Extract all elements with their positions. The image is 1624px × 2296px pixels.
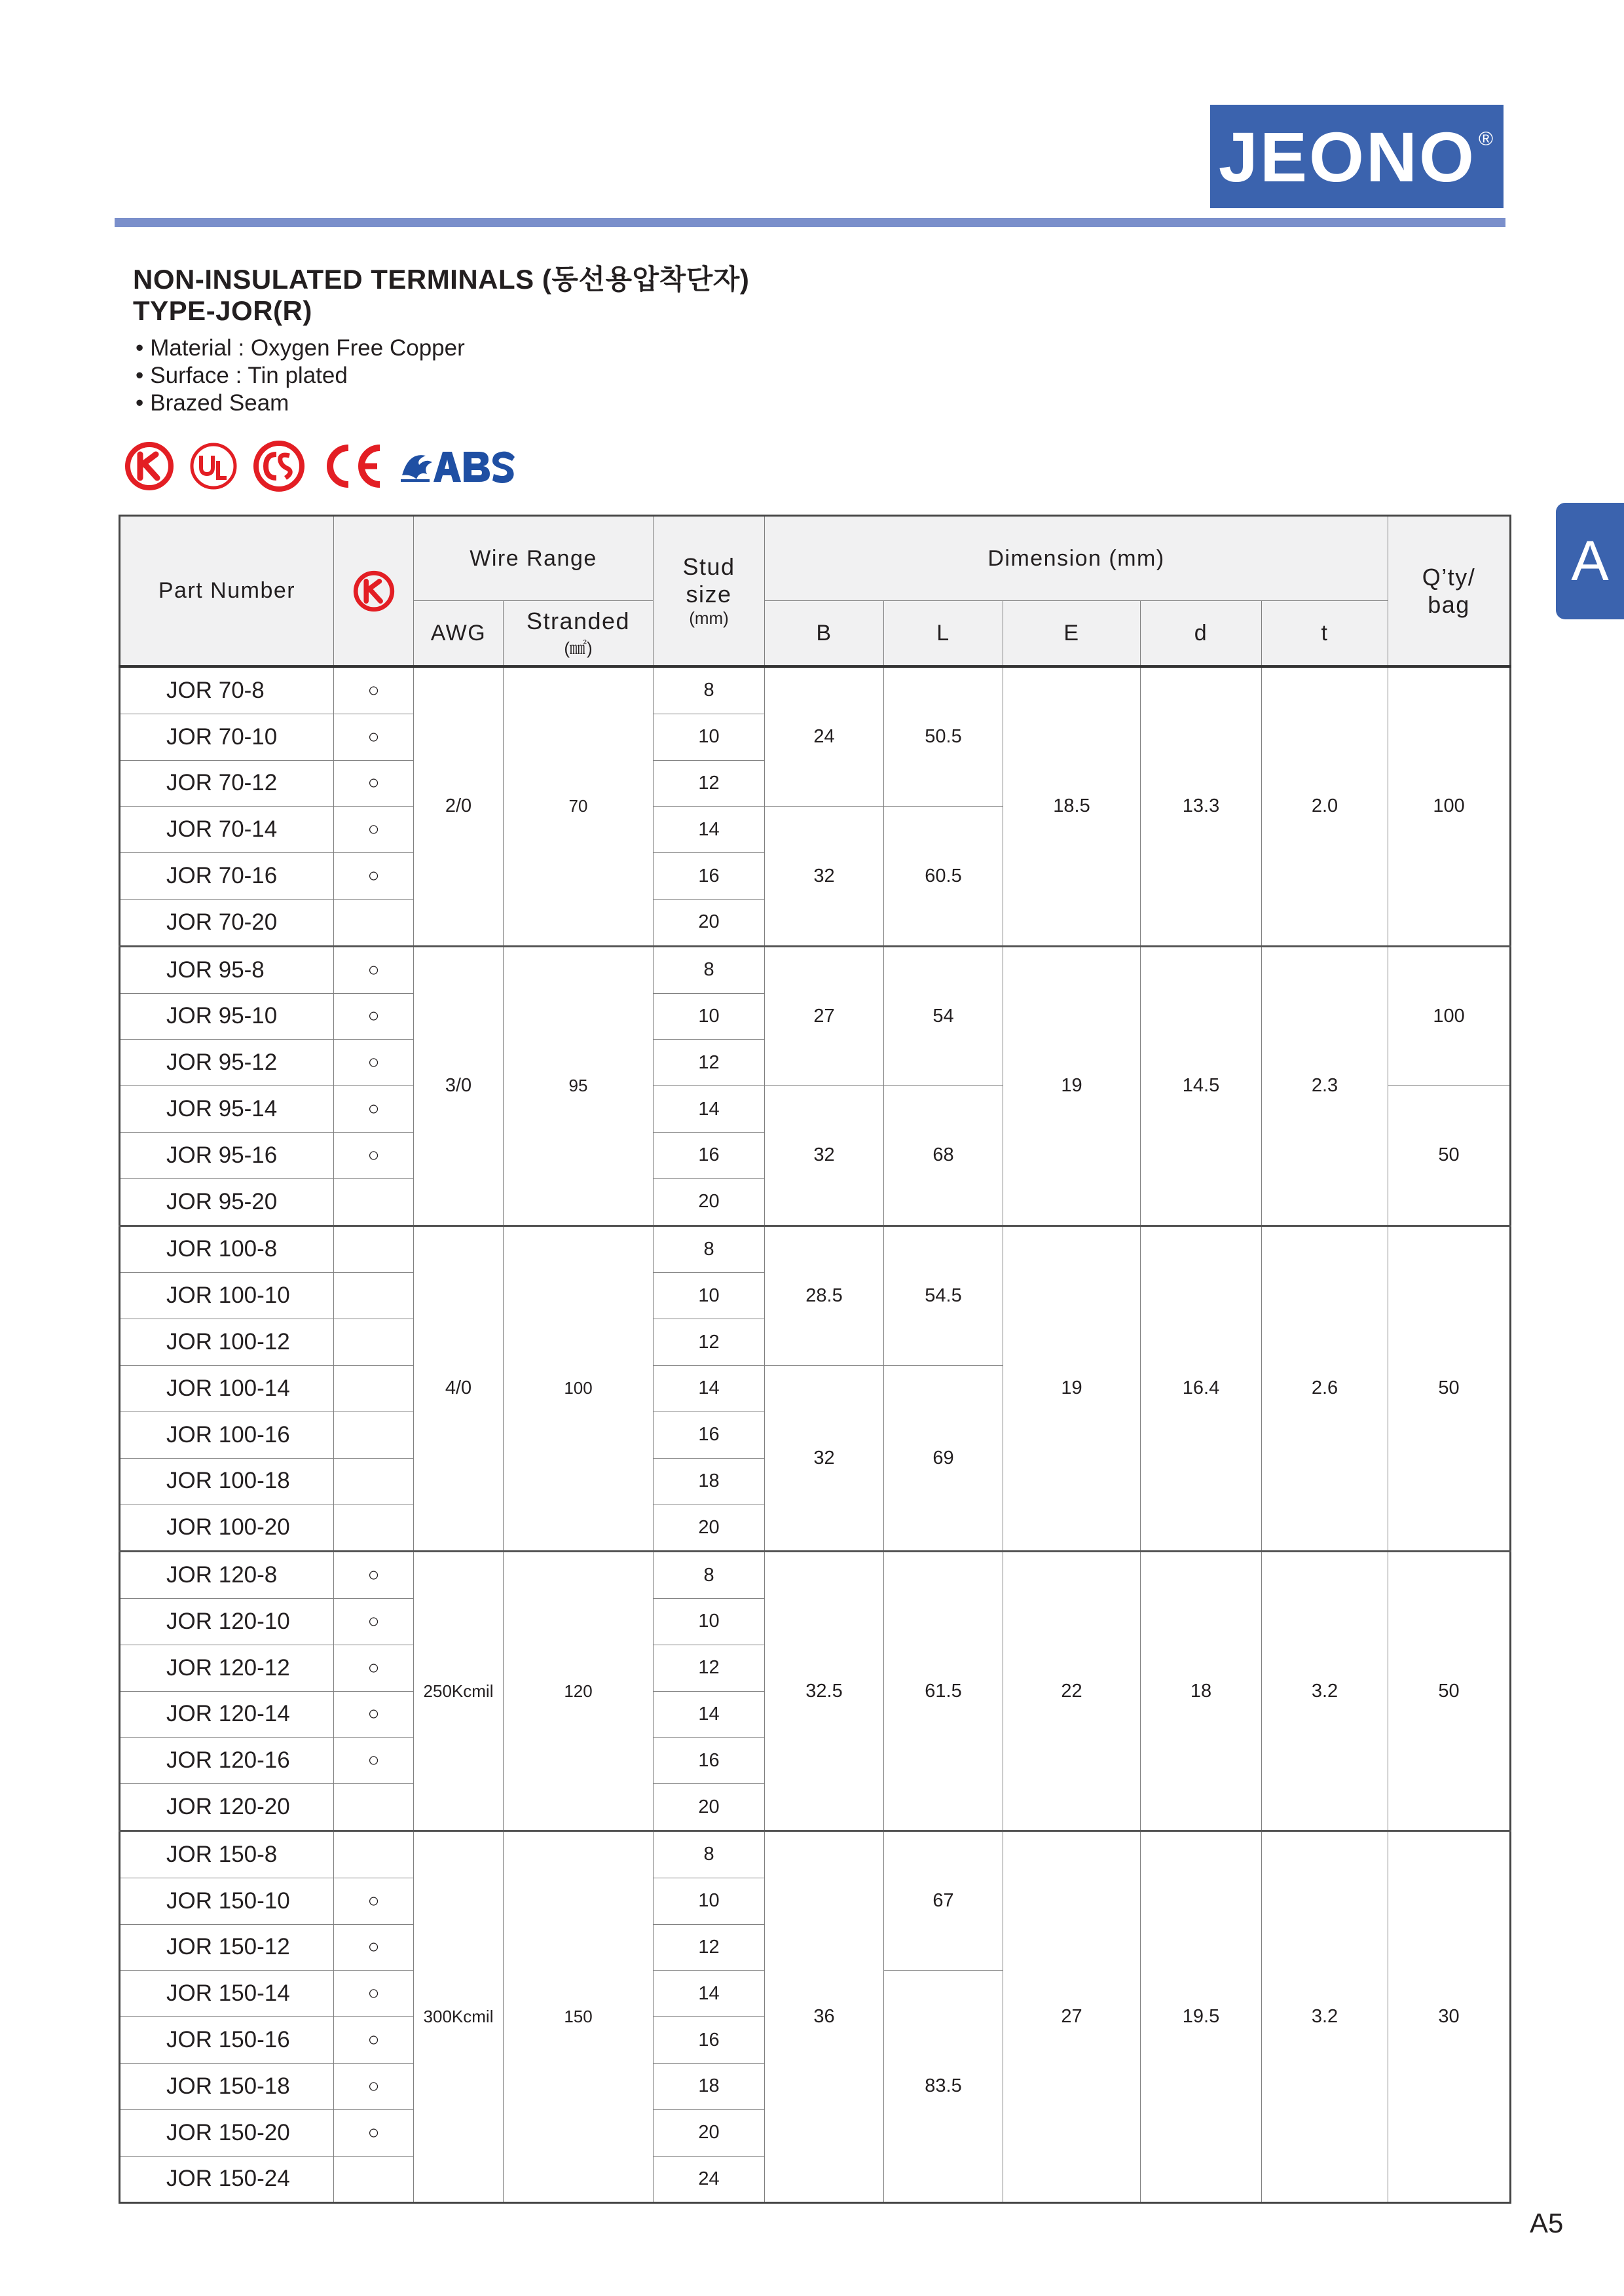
ul-mark-icon: [189, 441, 238, 491]
dim-l: 61.5: [884, 1552, 1003, 1831]
dim-t: 2.6: [1262, 1226, 1388, 1552]
part-number: JOR 120-16: [120, 1738, 334, 1784]
stud-value: 20: [654, 2109, 765, 2156]
dim-e: 19: [1003, 946, 1141, 1226]
dim-b: 36: [765, 1831, 884, 2202]
awg-value: 300Kcmil: [414, 1831, 504, 2202]
qty-value: 50: [1388, 1086, 1511, 1226]
table-row: [120, 666, 1511, 714]
dim-d: 19.5: [1141, 1831, 1262, 2202]
stud-value: 16: [654, 2017, 765, 2064]
page-title: NON-INSULATED TERMINALS (동선용압착단자): [133, 264, 750, 295]
feature-item: • Material : Oxygen Free Copper: [136, 335, 749, 362]
dim-e: 27: [1003, 1831, 1141, 2202]
ce-mark-icon: [320, 441, 385, 491]
stud-value: 16: [654, 1738, 765, 1784]
part-number: JOR 95-12: [120, 1040, 334, 1086]
awg-value: 2/0: [414, 666, 504, 946]
header-stranded: [504, 601, 654, 667]
dim-b: 24: [765, 666, 884, 807]
awg-value: 250Kcmil: [414, 1552, 504, 1831]
stud-value: 12: [654, 760, 765, 807]
stud-value: 10: [654, 714, 765, 760]
dim-e: 22: [1003, 1552, 1141, 1831]
cert-mark: [334, 1412, 414, 1458]
cert-mark: ○: [334, 2017, 414, 2064]
stud-value: 12: [654, 1645, 765, 1691]
dim-d: 13.3: [1141, 666, 1262, 946]
dim-l: 54.5: [884, 1226, 1003, 1365]
part-number: JOR 120-12: [120, 1645, 334, 1691]
cert-mark: [334, 899, 414, 946]
header-rule: [115, 218, 1505, 227]
stud-value: 12: [654, 1040, 765, 1086]
kc-mark-icon: [124, 441, 174, 491]
cert-mark: ○: [334, 666, 414, 714]
dim-t: 3.2: [1262, 1552, 1388, 1831]
table-row: [120, 1552, 1511, 1599]
cert-mark: ○: [334, 1924, 414, 1971]
part-number: JOR 70-20: [120, 899, 334, 946]
part-number: JOR 100-20: [120, 1504, 334, 1552]
stud-value: 10: [654, 1598, 765, 1645]
stud-value: 18: [654, 2063, 765, 2109]
stud-value: 24: [654, 2156, 765, 2203]
stud-value: 14: [654, 807, 765, 853]
cert-mark: [334, 1458, 414, 1504]
header-l: L: [884, 601, 1003, 667]
registered-mark: ®: [1479, 128, 1496, 150]
dim-b: 32: [765, 1086, 884, 1226]
dim-b: 32: [765, 1365, 884, 1551]
dim-l: 67: [884, 1831, 1003, 1970]
section-tab: A: [1556, 503, 1624, 619]
cert-mark: ○: [334, 1691, 414, 1738]
stud-value: 14: [654, 1086, 765, 1133]
qty-value: 30: [1388, 1831, 1511, 2202]
part-number: JOR 70-8: [120, 666, 334, 714]
spec-table: [119, 515, 1511, 2204]
part-number: JOR 150-24: [120, 2156, 334, 2203]
stud-value: 16: [654, 853, 765, 900]
part-number: JOR 95-20: [120, 1178, 334, 1226]
stud-value: 14: [654, 1691, 765, 1738]
brand-logo: [1210, 105, 1504, 208]
cert-mark: [334, 1784, 414, 1831]
stud-value: 20: [654, 1504, 765, 1552]
dim-l: 68: [884, 1086, 1003, 1226]
dim-b: 32.5: [765, 1552, 884, 1831]
part-number: JOR 120-20: [120, 1784, 334, 1831]
header-awg: AWG: [414, 601, 504, 667]
cert-mark: [334, 1226, 414, 1273]
stud-value: 12: [654, 1924, 765, 1971]
part-number: JOR 70-12: [120, 760, 334, 807]
part-number: JOR 150-10: [120, 1878, 334, 1924]
awg-value: 4/0: [414, 1226, 504, 1552]
brand-name: JEONO: [1218, 117, 1476, 196]
part-number: JOR 120-8: [120, 1552, 334, 1599]
table-row: [120, 946, 1511, 993]
qty-value: 50: [1388, 1552, 1511, 1831]
header-part-number: Part Number: [120, 516, 334, 667]
stud-value: 10: [654, 1878, 765, 1924]
cert-mark: ○: [334, 760, 414, 807]
part-number: JOR 150-20: [120, 2109, 334, 2156]
cert-mark: ○: [334, 853, 414, 900]
cert-mark: ○: [334, 1040, 414, 1086]
part-number: JOR 150-18: [120, 2063, 334, 2109]
cert-mark: ○: [334, 807, 414, 853]
part-number: JOR 95-16: [120, 1132, 334, 1178]
header-b: B: [765, 601, 884, 667]
dim-d: 18: [1141, 1552, 1262, 1831]
qty-value: 50: [1388, 1226, 1511, 1552]
part-number: JOR 100-16: [120, 1412, 334, 1458]
stud-value: 8: [654, 1831, 765, 1878]
dim-b: 27: [765, 946, 884, 1085]
cert-mark: ○: [334, 2063, 414, 2109]
feature-list: [133, 335, 749, 417]
stud-value: 10: [654, 1273, 765, 1319]
feature-item: • Surface : Tin plated: [136, 362, 749, 390]
cert-mark: [334, 1831, 414, 1878]
header-cert: [334, 516, 414, 667]
dim-l: 50.5: [884, 666, 1003, 807]
page-subtitle: TYPE-JOR(R): [133, 295, 312, 326]
cert-mark: ○: [334, 1132, 414, 1178]
dim-d: 16.4: [1141, 1226, 1262, 1552]
header-stranded-label: Stranded: [526, 607, 631, 634]
stud-value: 10: [654, 993, 765, 1040]
cert-mark: ○: [334, 1738, 414, 1784]
awg-value: 3/0: [414, 946, 504, 1226]
cert-mark: ○: [334, 1598, 414, 1645]
dim-e: 18.5: [1003, 666, 1141, 946]
part-number: JOR 95-8: [120, 946, 334, 993]
cert-mark: [334, 1504, 414, 1552]
part-number: JOR 150-14: [120, 1971, 334, 2017]
cert-mark: ○: [334, 2109, 414, 2156]
cert-mark: ○: [334, 1971, 414, 2017]
part-number: JOR 100-8: [120, 1226, 334, 1273]
stud-value: 16: [654, 1132, 765, 1178]
header-e: E: [1003, 601, 1141, 667]
stranded-value: 150: [504, 1831, 654, 2202]
part-number: JOR 150-8: [120, 1831, 334, 1878]
dim-t: 2.3: [1262, 946, 1388, 1226]
part-number: JOR 100-10: [120, 1273, 334, 1319]
part-number: JOR 95-14: [120, 1086, 334, 1133]
part-number: JOR 150-12: [120, 1924, 334, 1971]
header-stud-size: [654, 516, 765, 667]
header-wire-range: Wire Range: [414, 516, 654, 601]
stranded-value: 70: [504, 666, 654, 946]
qty-value: 100: [1388, 946, 1511, 1085]
part-number: JOR 70-16: [120, 853, 334, 900]
stud-value: 14: [654, 1971, 765, 2017]
part-number: JOR 100-12: [120, 1319, 334, 1366]
page-number: A5: [1530, 2208, 1564, 2238]
qty-value: 100: [1388, 666, 1511, 946]
stranded-value: 100: [504, 1226, 654, 1552]
part-number: JOR 70-10: [120, 714, 334, 760]
header-qty-unit: bag: [1428, 591, 1470, 618]
cert-mark: [334, 1365, 414, 1412]
stud-value: 20: [654, 899, 765, 946]
header-qty-label: Q’ty/: [1422, 563, 1476, 591]
dim-d: 14.5: [1141, 946, 1262, 1226]
stud-value: 20: [654, 1178, 765, 1226]
stud-value: 12: [654, 1319, 765, 1366]
header-stud-size-label: size: [686, 581, 732, 608]
part-number: JOR 150-16: [120, 2017, 334, 2064]
dim-t: 2.0: [1262, 666, 1388, 946]
stud-value: 8: [654, 946, 765, 993]
certification-logos: [124, 440, 517, 492]
title-block: [133, 264, 749, 417]
part-number: JOR 120-14: [120, 1691, 334, 1738]
part-number: JOR 100-14: [120, 1365, 334, 1412]
stud-value: 8: [654, 666, 765, 714]
stud-value: 16: [654, 1412, 765, 1458]
stud-value: 18: [654, 1458, 765, 1504]
dim-l: 69: [884, 1365, 1003, 1551]
table-row: [120, 1831, 1511, 1878]
csa-mark-icon: [253, 440, 305, 492]
dim-l: 60.5: [884, 807, 1003, 946]
part-number: JOR 120-10: [120, 1598, 334, 1645]
part-number: JOR 95-10: [120, 993, 334, 1040]
cert-mark: [334, 2156, 414, 2203]
cert-mark: ○: [334, 993, 414, 1040]
dim-b: 32: [765, 807, 884, 946]
dim-b: 28.5: [765, 1226, 884, 1365]
stud-value: 14: [654, 1365, 765, 1412]
part-number: JOR 70-14: [120, 807, 334, 853]
dim-l: 83.5: [884, 1971, 1003, 2203]
stranded-value: 120: [504, 1552, 654, 1831]
header-qty: [1388, 516, 1511, 667]
header-dimension: Dimension (mm): [765, 516, 1388, 601]
header-stranded-unit: (㎟): [564, 638, 593, 658]
stranded-value: 95: [504, 946, 654, 1226]
cert-mark: ○: [334, 946, 414, 993]
dim-e: 19: [1003, 1226, 1141, 1552]
dim-t: 3.2: [1262, 1831, 1388, 2202]
cert-mark: [334, 1319, 414, 1366]
cert-mark: ○: [334, 1645, 414, 1691]
cert-mark: [334, 1273, 414, 1319]
stud-value: 20: [654, 1784, 765, 1831]
header-stud: Stud: [682, 553, 735, 580]
table-row: [120, 1226, 1511, 1273]
cert-mark: ○: [334, 714, 414, 760]
part-number: JOR 100-18: [120, 1458, 334, 1504]
header-t: t: [1262, 601, 1388, 667]
cert-mark: ○: [334, 1086, 414, 1133]
cert-mark: ○: [334, 1878, 414, 1924]
stud-value: 8: [654, 1552, 765, 1599]
kc-mark-icon: [353, 570, 395, 612]
cert-mark: ○: [334, 1552, 414, 1599]
stud-value: 8: [654, 1226, 765, 1273]
abs-mark-icon: [399, 445, 517, 487]
header-d: d: [1141, 601, 1262, 667]
dim-l: 54: [884, 946, 1003, 1085]
feature-item: • Brazed Seam: [136, 390, 749, 417]
header-stud-unit: (mm): [689, 608, 729, 628]
cert-mark: [334, 1178, 414, 1226]
